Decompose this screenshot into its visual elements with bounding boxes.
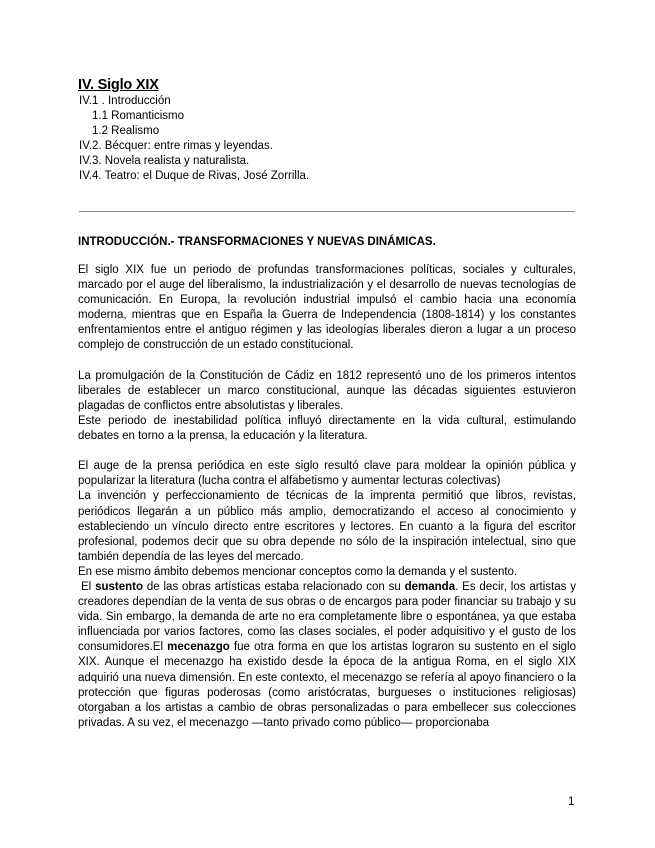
paragraph-text: El — [81, 580, 96, 593]
document-title: IV. Siglo XIX — [78, 77, 159, 93]
bold-term-demanda: demanda — [404, 580, 456, 593]
paragraph: El auge de la prensa periódica en este siglo resultó clave para moldear la opinión pública y popularizar la literatura (lucha contra el alfabetismo y aumentar lecturas colectivas) — [78, 460, 576, 488]
table-of-contents — [79, 94, 309, 185]
paragraph: La invención y perfeccionamiento de técnicas de la imprenta permitió que libros, revistas, periódicos llegarán a un público más amplio, democratizando el acceso al conocimiento y estableciendo un vínculo directo entre escritores y lectores. En cuanto a la figura del escritor profesional, podemos decir que su obra depende no sólo de la inspiración intelectual, sino que también dependía de las leyes del mercado. — [78, 490, 576, 563]
toc-item: IV.1 . Introducción — [79, 95, 171, 107]
toc-item: IV.3. Novela realista y naturalista. — [79, 155, 250, 168]
paragraph-text: . Es decir, los artistas y creadores dependían de la venta de sus obras o de encargos para poder financiar su trabajo y su vida. Sin embargo, la demanda de arte no era completamente libre o espontánea, ya que estaba influenciada por varios factores, como las clases sociales, el poder adquisitivo y el gusto de los consumidores.El — [78, 580, 576, 654]
toc-subitem: 1.2 Realismo — [92, 125, 160, 138]
bold-term-mecenazgo: mecenazgo — [167, 641, 230, 654]
paragraph — [78, 580, 576, 731]
toc-item: IV.2. Bécquer: entre rimas y leyendas. — [79, 140, 273, 153]
paragraph-text: de las obras artísticas estaba relacionado con su — [143, 580, 405, 593]
toc-item: IV.4. Teatro: el Duque de Rivas, José Zorrilla. — [79, 170, 310, 183]
body-text — [78, 263, 576, 731]
paragraph-text: fue otra forma en que los artistas lograron su sustento en el siglo XIX. Aunque el mecenazgo ha existido desde la época de la antigua Roma, en el siglo XIX adquirió una nueva dimensión. En este contexto, el mecenazgo se refería al apoyo financiero o la protección que figuras poderosas (como aristócratas, burgueses o instituciones religiosas) otorgaban a los artistas a cambio de obras personalizadas o para embellecer sus colecciones privadas. A su vez, el mecenazgo —tanto privado como público— proporcionaba — [78, 641, 576, 729]
toc-subitem: 1.1 Romanticismo — [92, 110, 185, 123]
horizontal-divider — [79, 211, 575, 212]
bold-term-sustento: sustento — [95, 580, 143, 593]
paragraph: Este periodo de inestabilidad política influyó directamente en la vida cultural, estimulando debates en torno a la prensa, la educación y la literatura. — [78, 414, 576, 443]
paragraph: El siglo XIX fue un periodo de profundas transformaciones políticas, sociales y culturales, marcado por el auge del liberalismo, la industrialización y el desarrollo de nuevas tecnologías de comunicación. En Europa, la revolución industrial impulsó el cambio hacia una economía moderna, mientras que en España la Guerra de Independencia (1808-1814) y los constantes enfrentamientos entre el antiguo régimen y las ideologías liberales dieron a lugar a un proceso complejo de construcción de un estado constitucional. — [78, 264, 576, 352]
paragraph: En ese mismo ámbito debemos mencionar conceptos como la demanda y el sustento. — [78, 565, 518, 578]
section-heading: INTRODUCCIÓN.- TRANSFORMACIONES Y NUEVAS DINÁMICAS. — [78, 236, 436, 248]
page-number: 1 — [568, 796, 575, 808]
paragraph: La promulgación de la Constitución de Cádiz en 1812 representó uno de los primeros intentos liberales de establecer un marco constitucional, aunque las décadas siguientes estuvieron plagadas de conflictos entre absolutistas y liberales. — [78, 369, 576, 412]
